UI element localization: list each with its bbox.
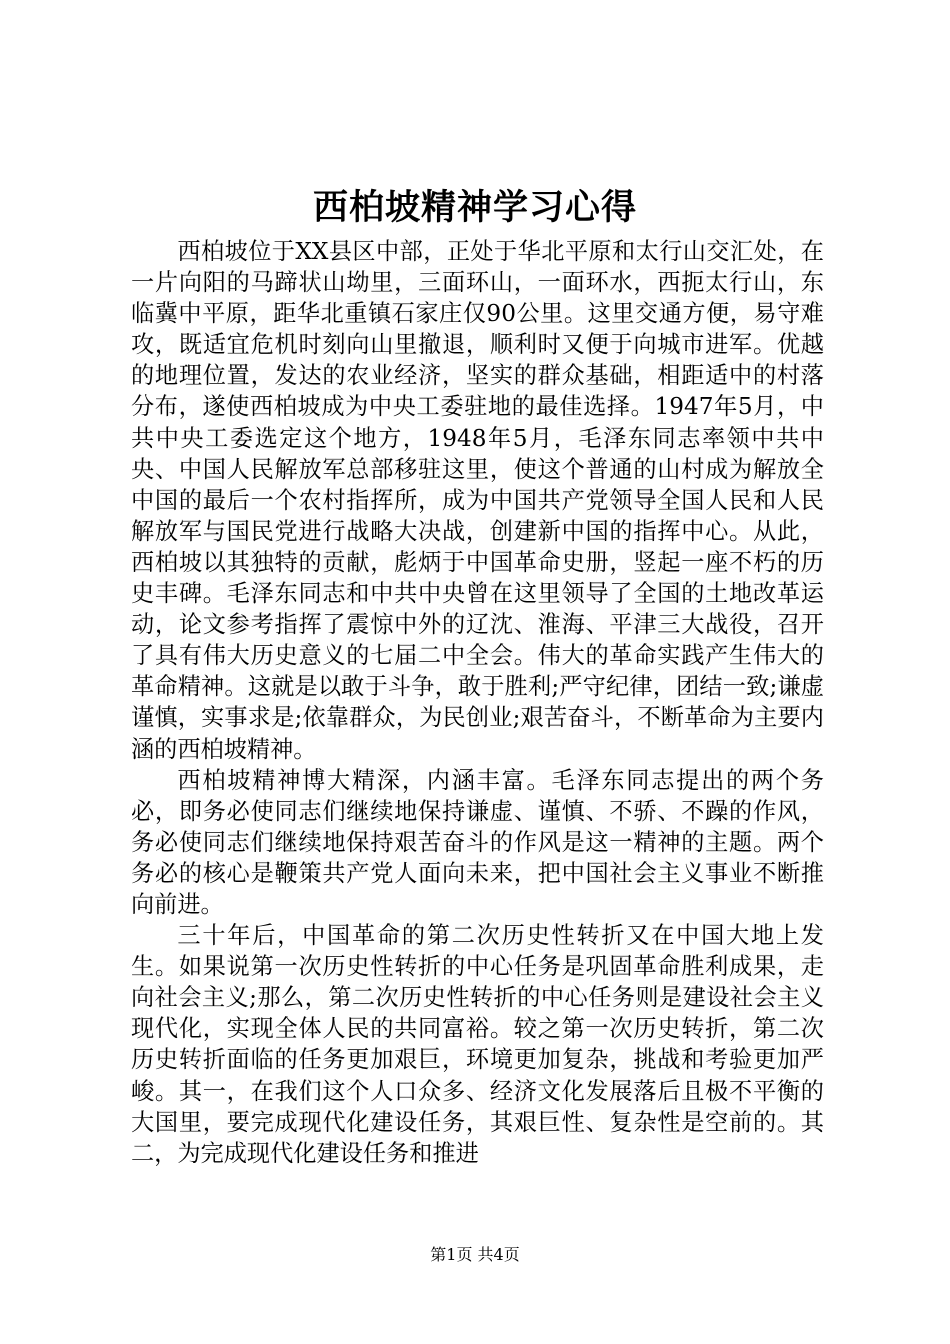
document-title: 西柏坡精神学习心得 <box>312 187 637 228</box>
document-body <box>131 236 824 1169</box>
paragraph-2: 西柏坡精神博大精深，内涵丰富。毛泽东同志提出的两个务必，即务必使同志们继续地保持谦虚、谨慎、不骄、不躁的作风，务必使同志们继续地保持艰苦奋斗的作风是这一精神的主题。两个务必的核心是鞭策共产党人面向未来，把中国社会主义事业不断推向前进。 <box>131 766 824 918</box>
paragraph-1: 西柏坡位于XX县区中部，正处于华北平原和太行山交汇处，在一片向阳的马蹄状山坳里，三面环山，一面环水，西扼太行山，东临冀中平原，距华北重镇石家庄仅90公里。这里交通方便，易守难攻，既适宜危机时刻向山里撤退，顺利时又便于向城市进军。优越的地理位置，发达的农业经济，坚实的群众基础，相距适中的村落分布，遂使西柏坡成为中央工委驻地的最佳选择。1947年5月，中共中央工委选定这个地方，1948年5月，毛泽东同志率领中共中央、中国人民解放军总部移驻这里，使这个普通的山村成为解放全中国的最后一个农村指挥所，成为中国共产党领导全国人民和人民解放军与国民党进行战略大决战，创建新中国的指挥中心。从此，西柏坡以其独特的贡献，彪炳于中国革命史册，竖起一座不朽的历史丰碑。毛泽东同志和中共中央曾在这里领导了全国的土地改革运动，论文参考指挥了震惊中外的辽沈、淮海、平津三大战役，召开了具有伟大历史意义的七届二中全会。伟大的革命实践产生伟大的革命精神。这就是以敢于斗争，敢于胜利;严守纪律，团结一致;谦虚谨慎，实事求是;依靠群众，为民创业;艰苦奋斗，不断革命为主要内涵的西柏坡精神。 <box>131 238 824 763</box>
page-number-footer: 第1页 共4页 <box>430 1245 520 1264</box>
paragraph-3: 三十年后，中国革命的第二次历史性转折又在中国大地上发生。如果说第一次历史性转折的中心任务是巩固革命胜利成果，走向社会主义;那么，第二次历史性转折的中心任务则是建设社会主义现代化，实现全体人民的共同富裕。较之第一次历史转折，第二次历史转折面临的任务更加艰巨，环境更加复杂，挑战和考验更加严峻。其一，在我们这个人口众多、经济文化发展落后且极不平衡的大国里，要完成现代化建设任务，其艰巨性、复杂性是空前的。其二，为完成现代化建设任务和推进 <box>131 922 824 1167</box>
